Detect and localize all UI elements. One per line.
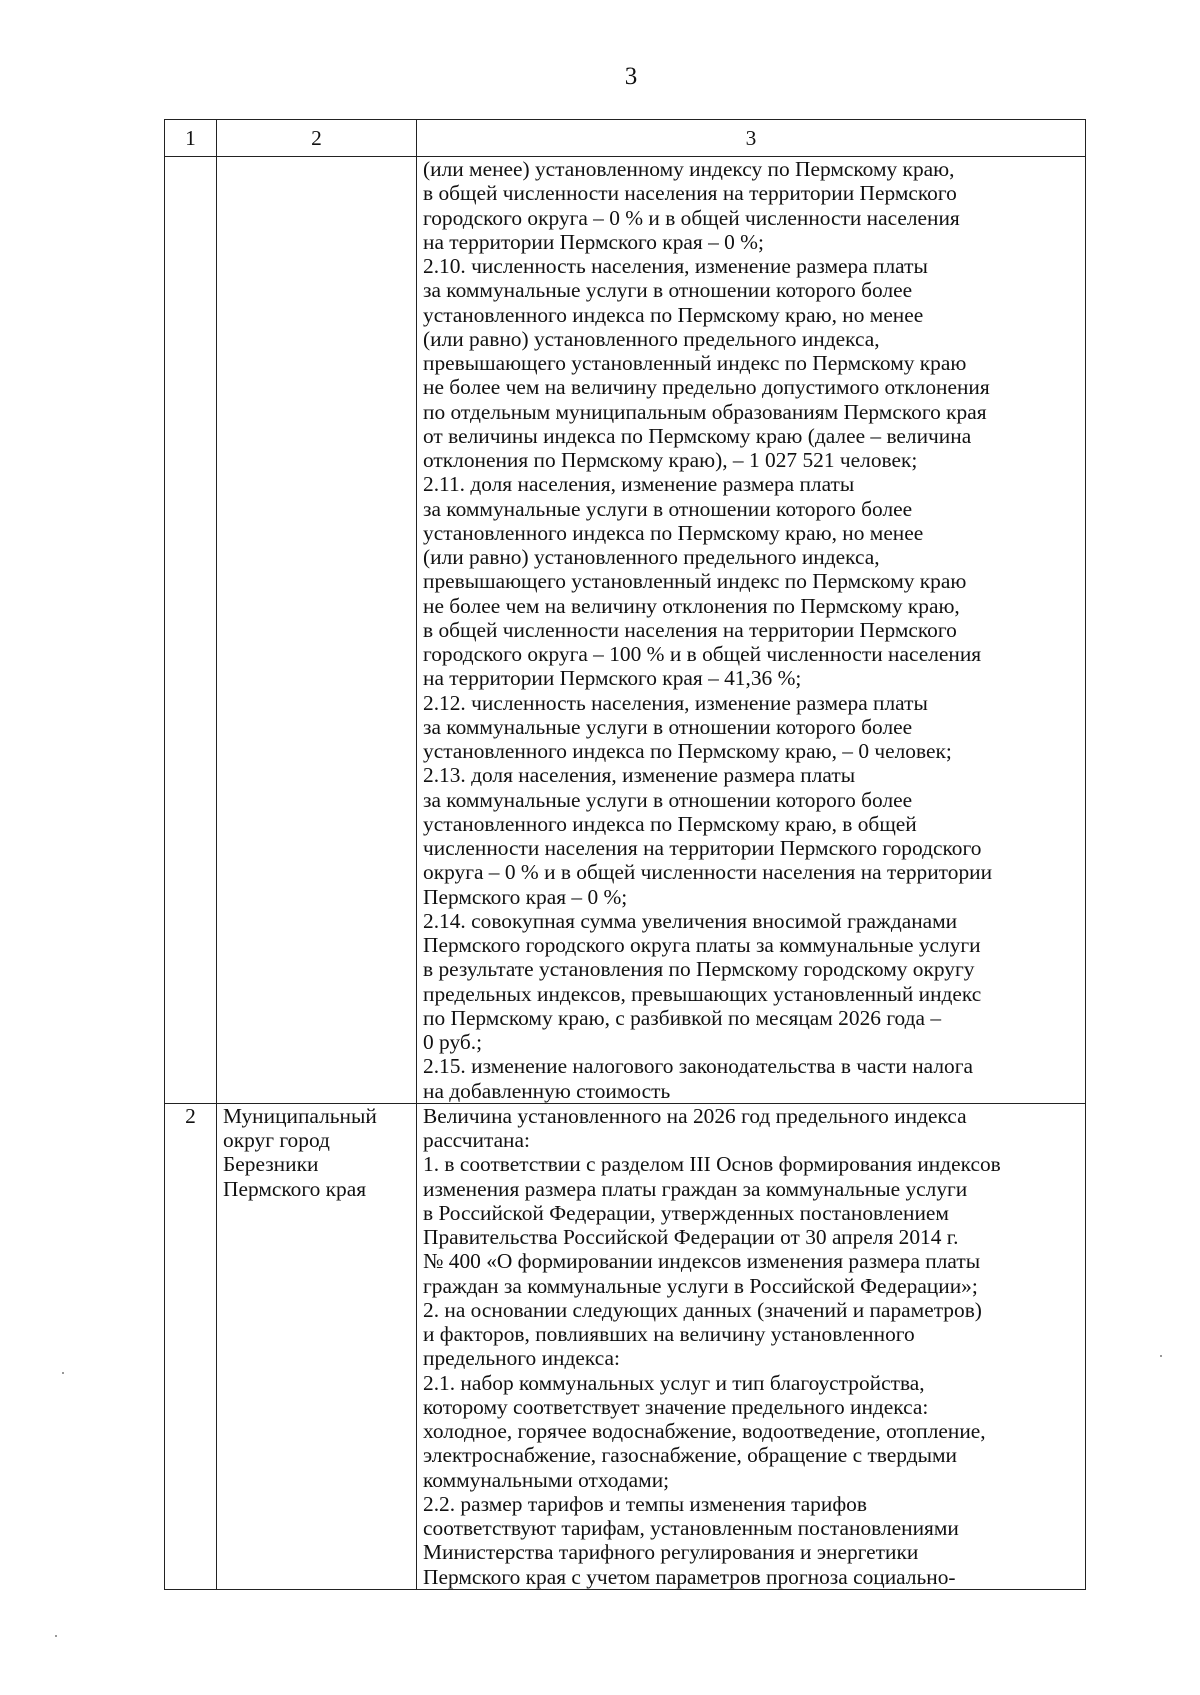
justification-line: за коммунальные услуги в отношении которого более [423, 278, 913, 303]
justification-line: граждан за коммунальные услуги в Российской Федерации»; [423, 1273, 978, 1298]
limit-index-table [164, 119, 1086, 1590]
municipality-name-line: Муниципальный [223, 1103, 377, 1128]
justification-line: электроснабжение, газоснабжение, обращение с твердыми [423, 1443, 957, 1468]
header-row [165, 120, 1086, 157]
justification-line: 2.11. доля населения, изменение размера платы [423, 472, 855, 497]
justification-line: в общей численности населения на территории Пермского [423, 181, 957, 206]
justification-line: в Российской Федерации, утвержденных постановлением [423, 1200, 949, 1225]
municipality-name-line: Березники [223, 1152, 319, 1177]
table-header [165, 120, 1086, 157]
header-col-3: 3 [417, 120, 1086, 157]
justification-line: установленного индекса по Пермскому краю, но менее [423, 302, 924, 327]
justification-line: 1. в соответствии с разделом III Основ формирования индексов [423, 1152, 1001, 1177]
justification-line: 2.12. численность населения, изменение размера платы [423, 690, 928, 715]
justification-line: превышающего установленный индекс по Пермскому краю [423, 351, 967, 375]
justification-line: за коммунальные услуги в отношении которого более [423, 714, 913, 739]
header-col-2: 2 [217, 120, 417, 157]
justification-line: на добавленную стоимость [423, 1078, 671, 1103]
justification-line: предельных индексов, превышающих установленный индекс [423, 981, 982, 1006]
table-body [165, 157, 1086, 1590]
justification-line: установленного индекса по Пермскому краю, – 0 человек; [423, 739, 952, 763]
justification-line: отклонения по Пермскому краю), – 1 027 521 человек; [423, 448, 918, 472]
justification-line: 0 руб.; [423, 1030, 483, 1054]
justification-line: не более чем на величину отклонения по Пермскому краю, [423, 593, 960, 618]
justification-line: установленного индекса по Пермскому краю, в общей [423, 811, 917, 836]
justification-line: 2.14. совокупная сумма увеличения вносимой гражданами [423, 908, 958, 933]
justification-line: не более чем на величину предельно допустимого отклонения [423, 375, 990, 400]
justification-line: в общей численности населения на территории Пермского [423, 617, 957, 642]
justification-line: в результате установления по Пермскому городскому округу [423, 957, 975, 982]
justification-line: 2. на основании следующих данных (значений и параметров) [423, 1297, 982, 1322]
justification-line: холодное, горячее водоснабжение, водоотведение, отопление, [423, 1419, 986, 1443]
justification-line: 2.2. размер тарифов и темпы изменения тарифов [423, 1491, 867, 1516]
justification-line: городского округа – 0 % и в общей численности населения [423, 205, 960, 230]
header-col-1: 1 [165, 120, 217, 157]
justification-line: соответствуют тарифам, установленным постановлениями [423, 1516, 959, 1540]
justification-line: (или менее) установленному индексу по Пермскому краю, [423, 157, 955, 181]
table-row [165, 1103, 1086, 1589]
justification-line: Пермского края – 0 %; [423, 884, 628, 909]
justification-line: Величина установленного на 2026 год предельного индекса [423, 1103, 967, 1128]
justification-line: (или равно) установленного предельного индекса, [423, 545, 880, 569]
justification-line: (или равно) установленного предельного индекса, [423, 326, 880, 351]
justification-line: округа – 0 % и в общей численности населения на территории [423, 860, 993, 885]
index-justification [417, 157, 1086, 1104]
justification-line: Министерства тарифного регулирования и энергетики [423, 1540, 919, 1565]
justification-line: численности населения на территории Пермского городского [423, 836, 982, 860]
municipality-name [217, 1103, 417, 1589]
municipality-name-line: Пермского края [223, 1176, 367, 1201]
justification-line: 2.13. доля населения, изменение размера платы [423, 763, 856, 788]
justification-line: Правительства Российской Федерации от 30 апреля 2014 г. [423, 1225, 959, 1249]
scan-speck [55, 1635, 57, 1637]
justification-line: коммунальными отходами; [423, 1467, 670, 1492]
justification-line: превышающего установленный индекс по Пермскому краю [423, 569, 967, 594]
row-number [165, 157, 217, 1104]
justification-line: 2.1. набор коммунальных услуг и тип благоустройства, [423, 1370, 925, 1395]
justification-line: и факторов, повлиявших на величину установленного [423, 1322, 915, 1346]
justification-line: по отдельным муниципальным образованиям Пермского края [423, 399, 987, 424]
justification-line: Пермского края с учетом параметров прогноза социально- [423, 1564, 956, 1589]
justification-line: от величины индекса по Пермскому краю (далее – величина [423, 423, 972, 448]
municipality-name [217, 157, 417, 1104]
justification-line: изменения размера платы граждан за коммунальные услуги [423, 1176, 968, 1201]
justification-line: предельного индекса: [423, 1346, 620, 1371]
justification-line: рассчитана: [423, 1128, 530, 1152]
justification-line: установленного индекса по Пермскому краю, но менее [423, 520, 924, 545]
justification-line: за коммунальные услуги в отношении которого более [423, 787, 913, 812]
justification-line: № 400 «О формировании индексов изменения размера платы [423, 1249, 981, 1274]
justification-line: городского округа – 100 % и в общей численности населения [423, 642, 982, 666]
justification-line: на территории Пермского края – 41,36 %; [423, 666, 802, 691]
row-number: 2 [165, 1103, 217, 1589]
justification-line: 2.15. изменение налогового законодательства в части налога [423, 1054, 973, 1079]
municipality-name-line: округ город [223, 1128, 330, 1152]
justification-line: по Пермскому краю, с разбивкой по месяцам 2026 года – [423, 1005, 942, 1030]
justification-line: которому соответствует значение предельного индекса: [423, 1394, 929, 1419]
scan-speck [1160, 1355, 1162, 1357]
justification-line: за коммунальные услуги в отношении которого более [423, 496, 913, 521]
page-number: 3 [624, 63, 638, 90]
justification-line: 2.10. численность населения, изменение размера платы [423, 254, 928, 278]
index-justification [417, 1103, 1086, 1589]
justification-line: на территории Пермского края – 0 %; [423, 229, 764, 254]
table-row [165, 157, 1086, 1104]
scan-speck [62, 1372, 64, 1374]
justification-line: Пермского городского округа платы за коммунальные услуги [423, 933, 981, 957]
